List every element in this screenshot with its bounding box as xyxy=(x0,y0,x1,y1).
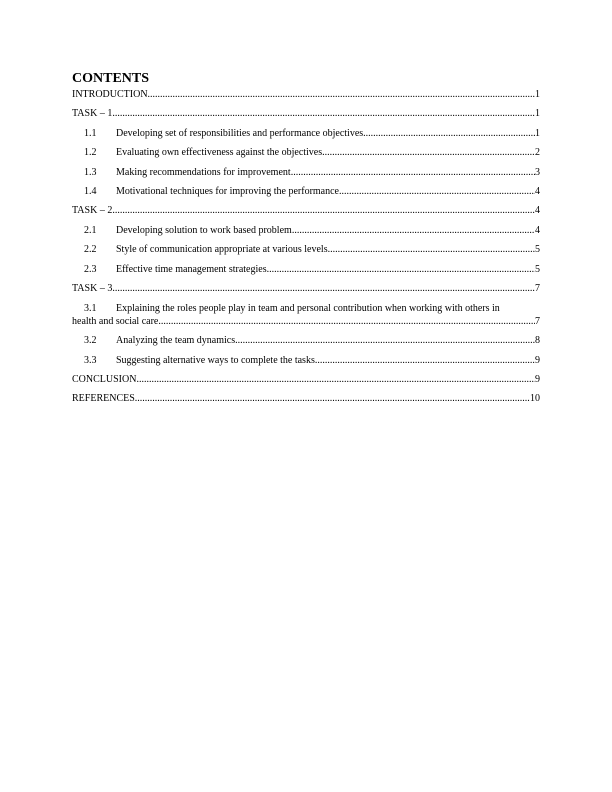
toc-entry-3-2[interactable] xyxy=(72,335,540,354)
toc-page-number: 9 xyxy=(535,374,540,386)
dot-leader xyxy=(148,89,535,101)
toc-page-number: 7 xyxy=(535,282,540,294)
toc-entry-label: Analyzing the team dynamics xyxy=(116,335,236,347)
toc-entry-label: Developing set of responsibilities and performance objectives xyxy=(116,127,364,139)
toc-section-number: 1.4 xyxy=(84,185,97,197)
toc-section-number: 1.3 xyxy=(84,166,97,178)
toc-title: CONTENTS xyxy=(72,71,150,86)
dot-leader xyxy=(112,283,535,295)
toc-entry-references[interactable] xyxy=(72,393,540,412)
dot-leader xyxy=(112,108,535,120)
toc-entry-1-4[interactable] xyxy=(72,186,540,205)
toc-page-number: 1 xyxy=(535,127,540,139)
dot-leader xyxy=(363,128,535,140)
toc-page-number: 4 xyxy=(535,224,540,236)
toc-entry-1-1[interactable] xyxy=(72,128,540,147)
dot-leader xyxy=(339,186,535,198)
toc-section-number: 2.3 xyxy=(84,263,97,275)
toc-entry-2-3[interactable] xyxy=(72,264,540,283)
toc-entry-label: TASK – 2 xyxy=(72,205,113,217)
toc-entry-introduction[interactable] xyxy=(72,89,540,108)
toc-entry-2-1[interactable] xyxy=(72,225,540,244)
dot-leader xyxy=(267,264,535,276)
dot-leader xyxy=(328,244,535,256)
toc-page-number: 1 xyxy=(535,89,540,100)
toc-entry-2-2[interactable] xyxy=(72,244,540,263)
toc-page-number: 7 xyxy=(535,316,540,328)
dot-leader xyxy=(291,167,535,179)
toc-page-number: 8 xyxy=(535,335,540,347)
toc-section-number: 3.1 xyxy=(84,303,97,315)
toc-entry-label: Explaining the roles people play in team and personal contribution when working with others in xyxy=(116,303,500,315)
toc-entry-line xyxy=(72,315,540,329)
toc-entry-label: CONCLUSION xyxy=(72,374,137,386)
toc-entry-label: Effective time management strategies xyxy=(116,263,267,275)
toc-entry-task-1[interactable] xyxy=(72,108,540,127)
toc-page-number: 1 xyxy=(535,108,540,120)
toc-section-number: 3.2 xyxy=(84,335,97,347)
dot-leader xyxy=(135,393,530,405)
dot-leader xyxy=(158,315,535,329)
toc-entry-label: TASK – 3 xyxy=(72,282,113,294)
toc-entry-task-3[interactable] xyxy=(72,283,540,302)
toc-page-number: 5 xyxy=(535,263,540,275)
toc-entry-label: REFERENCES xyxy=(72,393,135,405)
toc-page-number: 10 xyxy=(530,393,540,405)
toc-entry-label: Suggesting alternative ways to complete the tasks xyxy=(116,354,315,366)
toc-page-number: 4 xyxy=(535,205,540,217)
dot-leader xyxy=(136,374,535,386)
toc-page-number: 3 xyxy=(535,166,540,178)
toc-entry-task-2[interactable] xyxy=(72,205,540,224)
toc-entry-1-3[interactable] xyxy=(72,167,540,186)
toc-page-number: 4 xyxy=(535,185,540,197)
dot-leader xyxy=(292,225,535,237)
toc-entry-label: INTRODUCTION xyxy=(72,89,148,100)
toc-entry-3-1[interactable] xyxy=(72,302,540,329)
table-of-contents xyxy=(72,89,540,413)
toc-entry-label: Motivational techniques for improving the performance xyxy=(116,185,339,197)
toc-section-number: 2.2 xyxy=(84,244,97,256)
toc-entry-line xyxy=(84,302,540,315)
toc-entry-label: TASK – 1 xyxy=(72,108,113,120)
toc-page-number: 9 xyxy=(535,354,540,366)
toc-entry-conclusion[interactable] xyxy=(72,374,540,393)
toc-entry-1-2[interactable] xyxy=(72,147,540,166)
toc-entry-label: Developing solution to work based problem xyxy=(116,224,292,236)
toc-section-number: 1.2 xyxy=(84,147,97,159)
toc-entry-label: Making recommendations for improvement xyxy=(116,166,291,178)
toc-entry-label: Style of communication appropriate at various levels xyxy=(116,244,328,256)
dot-leader xyxy=(315,355,535,367)
toc-entry-label: Evaluating own effectiveness against the objectives xyxy=(116,147,323,159)
toc-page-number: 5 xyxy=(535,244,540,256)
toc-page-number: 2 xyxy=(535,147,540,159)
toc-section-number: 1.1 xyxy=(84,127,97,139)
toc-section-number: 2.1 xyxy=(84,224,97,236)
toc-section-number: 3.3 xyxy=(84,354,97,366)
dot-leader xyxy=(322,147,535,159)
dot-leader xyxy=(235,335,535,347)
dot-leader xyxy=(112,205,535,217)
toc-entry-3-3[interactable] xyxy=(72,355,540,374)
toc-entry-label: health and social care xyxy=(72,316,159,328)
